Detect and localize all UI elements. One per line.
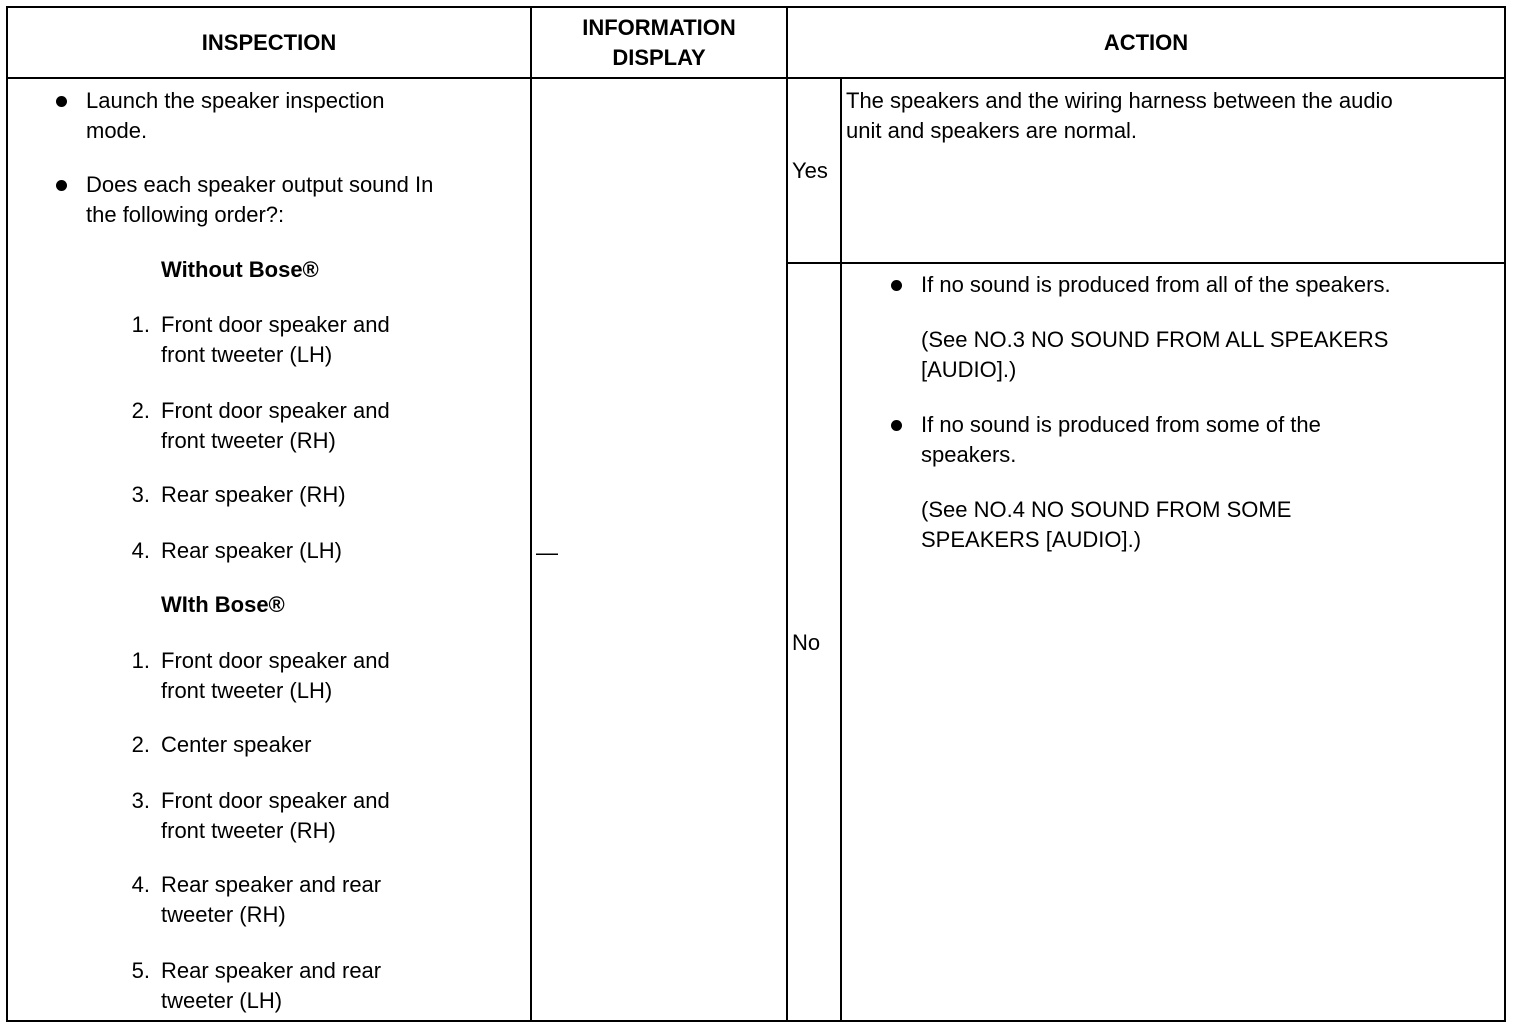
- list-item: Front door speaker and: [161, 312, 390, 337]
- no-action-bullet-2-line1: If no sound is produced from some of the: [921, 412, 1321, 437]
- list-item: tweeter (RH): [161, 902, 286, 927]
- list-item: Front door speaker and: [161, 788, 390, 813]
- no-action-ref-1-line2: [AUDIO].): [921, 357, 1017, 382]
- yes-label: Yes: [792, 158, 828, 183]
- list-number: 1.: [131, 312, 150, 337]
- bullet-icon: [891, 280, 902, 291]
- list-number: 1.: [131, 648, 150, 673]
- no-action-bullet-2-line2: speakers.: [921, 442, 1017, 467]
- inspection-step-1-line2: mode.: [86, 118, 148, 143]
- col-divider-1: [530, 6, 532, 1022]
- with-bose-title: WIth Bose®: [161, 592, 285, 617]
- list-item: front tweeter (LH): [161, 678, 333, 703]
- no-action-ref-2-line2: SPEAKERS [AUDIO].): [921, 527, 1142, 552]
- list-number: 5.: [131, 958, 150, 983]
- list-number: 2.: [131, 398, 150, 423]
- list-number: 4.: [131, 538, 150, 563]
- list-number: 3.: [131, 482, 150, 507]
- inspection-step-2-line2: the following order?:: [86, 202, 285, 227]
- list-item: Front door speaker and: [161, 398, 390, 423]
- yes-no-divider: [786, 262, 1506, 264]
- information-display-header: INFORMATION DISPLAY: [582, 15, 736, 70]
- list-item: tweeter (LH): [161, 988, 283, 1013]
- list-item: Front door speaker and: [161, 648, 390, 673]
- col-divider-3: [840, 78, 842, 1022]
- no-action-bullet-1: If no sound is produced from all of the speakers.: [921, 272, 1391, 297]
- information-display-value: —: [536, 540, 558, 565]
- no-action-ref-2-line1: (See NO.4 NO SOUND FROM SOME: [921, 497, 1292, 522]
- col-divider-2: [786, 6, 788, 1022]
- action-header: ACTION: [1103, 30, 1189, 55]
- inspection-step-2-line1: Does each speaker output sound In: [86, 172, 434, 197]
- yes-action-line1: The speakers and the wiring harness between the audio: [846, 88, 1393, 113]
- list-item: Rear speaker (LH): [161, 538, 342, 563]
- without-bose-title: Without Bose®: [161, 257, 319, 282]
- list-item: front tweeter (RH): [161, 818, 336, 843]
- list-item: Rear speaker and rear: [161, 958, 382, 983]
- no-label: No: [792, 630, 821, 655]
- list-number: 4.: [131, 872, 150, 897]
- list-item: front tweeter (RH): [161, 428, 336, 453]
- list-item: Rear speaker (RH): [161, 482, 346, 507]
- list-item: Center speaker: [161, 732, 312, 757]
- bullet-icon: [56, 180, 67, 191]
- list-item: front tweeter (LH): [161, 342, 333, 367]
- no-action-ref-1-line1: (See NO.3 NO SOUND FROM ALL SPEAKERS: [921, 327, 1389, 352]
- yes-action-line2: unit and speakers are normal.: [846, 118, 1138, 143]
- bullet-icon: [56, 96, 67, 107]
- bullet-icon: [891, 420, 902, 431]
- list-number: 3.: [131, 788, 150, 813]
- inspection-step-1-line1: Launch the speaker inspection: [86, 88, 385, 113]
- inspection-header: INSPECTION: [201, 30, 337, 55]
- list-item: Rear speaker and rear: [161, 872, 382, 897]
- list-number: 2.: [131, 732, 150, 757]
